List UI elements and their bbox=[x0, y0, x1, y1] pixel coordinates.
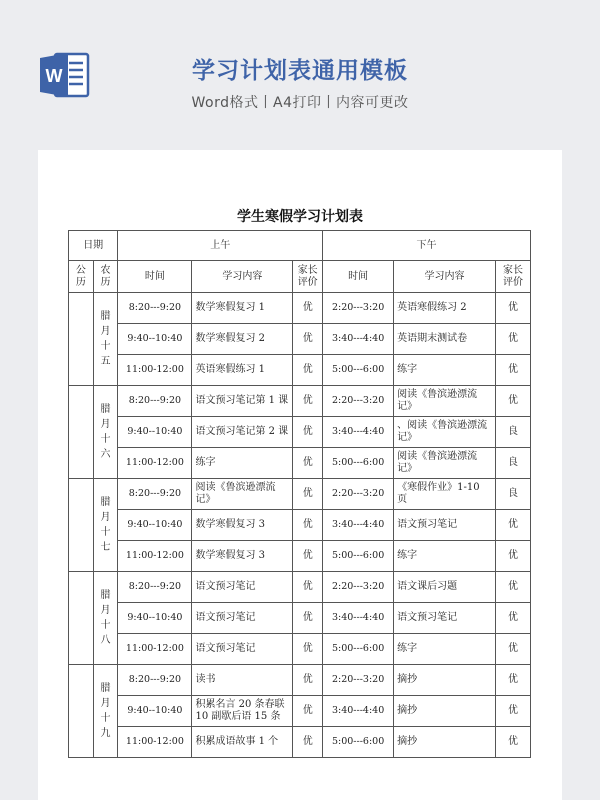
am-content-cell: 数学寒假复习 2 bbox=[192, 324, 293, 355]
table-row bbox=[69, 293, 531, 324]
pm-eval-cell: 良 bbox=[495, 417, 530, 448]
gregorian-date-cell bbox=[69, 479, 94, 572]
pm-time-cell: 5:00---6:00 bbox=[323, 634, 394, 665]
pm-eval-cell: 良 bbox=[495, 479, 530, 510]
header-gregorian: 公历 bbox=[69, 261, 94, 293]
pm-time-cell: 3:40---4:40 bbox=[323, 417, 394, 448]
pm-content-cell: 《寒假作业》1-10 页 bbox=[394, 479, 496, 510]
am-content-cell: 积累成语故事 1 个 bbox=[192, 727, 293, 758]
pm-eval-cell: 优 bbox=[495, 696, 530, 727]
am-eval-cell: 优 bbox=[293, 355, 323, 386]
am-eval-cell: 优 bbox=[293, 479, 323, 510]
am-content-cell: 语文预习笔记第 2 课 bbox=[192, 417, 293, 448]
pm-content-cell: 语文预习笔记 bbox=[394, 603, 496, 634]
table-row bbox=[69, 634, 531, 665]
table-row bbox=[69, 355, 531, 386]
am-eval-cell: 优 bbox=[293, 603, 323, 634]
am-content-cell: 语文预习笔记 bbox=[192, 603, 293, 634]
pm-eval-cell: 优 bbox=[495, 603, 530, 634]
table-row bbox=[69, 479, 531, 510]
pm-time-cell: 2:20---3:20 bbox=[323, 479, 394, 510]
pm-time-cell: 5:00---6:00 bbox=[323, 541, 394, 572]
pm-time-cell: 3:40---4:40 bbox=[323, 696, 394, 727]
pm-content-cell: 、阅读《鲁滨逊漂流记》 bbox=[394, 417, 496, 448]
header-row-1 bbox=[69, 231, 531, 261]
pm-eval-cell: 优 bbox=[495, 293, 530, 324]
pm-content-cell: 英语期末测试卷 bbox=[394, 324, 496, 355]
table-row bbox=[69, 448, 531, 479]
pm-eval-cell: 优 bbox=[495, 634, 530, 665]
am-eval-cell: 优 bbox=[293, 293, 323, 324]
am-eval-cell: 优 bbox=[293, 448, 323, 479]
header-lunar: 农历 bbox=[93, 261, 118, 293]
am-content-cell: 读书 bbox=[192, 665, 293, 696]
gregorian-date-cell bbox=[69, 572, 94, 665]
document-title: 学生寒假学习计划表 bbox=[237, 209, 363, 225]
am-time-cell: 11:00-12:00 bbox=[118, 727, 192, 758]
pm-content-cell: 练字 bbox=[394, 541, 496, 572]
am-time-cell: 9:40--10:40 bbox=[118, 417, 192, 448]
pm-content-cell: 语文课后习题 bbox=[394, 572, 496, 603]
header-am-eval: 家长评价 bbox=[293, 261, 323, 293]
am-content-cell: 数学寒假复习 1 bbox=[192, 293, 293, 324]
am-eval-cell: 优 bbox=[293, 324, 323, 355]
pm-time-cell: 2:20---3:20 bbox=[323, 572, 394, 603]
table-row bbox=[69, 324, 531, 355]
document-page bbox=[38, 150, 562, 800]
gregorian-date-cell bbox=[69, 665, 94, 758]
lunar-date-cell: 腊 月 十 九 bbox=[93, 665, 118, 758]
am-eval-cell: 优 bbox=[293, 727, 323, 758]
am-eval-cell: 优 bbox=[293, 696, 323, 727]
word-icon-letter: W bbox=[45, 66, 63, 86]
am-eval-cell: 优 bbox=[293, 572, 323, 603]
pm-eval-cell: 优 bbox=[495, 572, 530, 603]
am-content-cell: 语文预习笔记 bbox=[192, 634, 293, 665]
table-row bbox=[69, 541, 531, 572]
am-time-cell: 8:20---9:20 bbox=[118, 293, 192, 324]
pm-eval-cell: 优 bbox=[495, 541, 530, 572]
pm-time-cell: 2:20---3:20 bbox=[323, 386, 394, 417]
word-icon bbox=[38, 50, 92, 100]
pm-content-cell: 阅读《鲁滨逊漂流记》 bbox=[394, 386, 496, 417]
am-eval-cell: 优 bbox=[293, 417, 323, 448]
am-content-cell: 语文预习笔记第 1 课 bbox=[192, 386, 293, 417]
table-row bbox=[69, 665, 531, 696]
pm-content-cell: 阅读《鲁滨逊漂流记》 bbox=[394, 448, 496, 479]
pm-eval-cell: 优 bbox=[495, 355, 530, 386]
page-header bbox=[0, 0, 600, 150]
pm-content-cell: 摘抄 bbox=[394, 727, 496, 758]
am-time-cell: 8:20---9:20 bbox=[118, 479, 192, 510]
am-time-cell: 9:40--10:40 bbox=[118, 324, 192, 355]
header-am-time: 时间 bbox=[118, 261, 192, 293]
header-am-content: 学习内容 bbox=[192, 261, 293, 293]
pm-eval-cell: 优 bbox=[495, 727, 530, 758]
header-am: 上午 bbox=[118, 231, 323, 261]
header-pm-eval: 家长评价 bbox=[495, 261, 530, 293]
table-row bbox=[69, 727, 531, 758]
am-content-cell: 练字 bbox=[192, 448, 293, 479]
am-content-cell: 积累名言 20 条春联 10 副歇后语 15 条 bbox=[192, 696, 293, 727]
table-row bbox=[69, 417, 531, 448]
gregorian-date-cell bbox=[69, 293, 94, 386]
pm-time-cell: 3:40---4:40 bbox=[323, 603, 394, 634]
study-plan-table bbox=[68, 230, 531, 758]
am-eval-cell: 优 bbox=[293, 634, 323, 665]
am-time-cell: 11:00-12:00 bbox=[118, 634, 192, 665]
pm-time-cell: 3:40---4:40 bbox=[323, 510, 394, 541]
am-content-cell: 语文预习笔记 bbox=[192, 572, 293, 603]
am-time-cell: 11:00-12:00 bbox=[118, 355, 192, 386]
lunar-date-cell: 腊 月 十 五 bbox=[93, 293, 118, 386]
header-date: 日期 bbox=[69, 231, 118, 261]
am-eval-cell: 优 bbox=[293, 665, 323, 696]
pm-eval-cell: 优 bbox=[495, 324, 530, 355]
page-title: 学习计划表通用模板 bbox=[192, 58, 408, 84]
am-time-cell: 8:20---9:20 bbox=[118, 572, 192, 603]
pm-eval-cell: 优 bbox=[495, 665, 530, 696]
pm-eval-cell: 良 bbox=[495, 448, 530, 479]
lunar-date-cell: 腊 月 十 六 bbox=[93, 386, 118, 479]
header-row-2 bbox=[69, 261, 531, 293]
lunar-date-cell: 腊 月 十 八 bbox=[93, 572, 118, 665]
pm-eval-cell: 优 bbox=[495, 510, 530, 541]
am-time-cell: 9:40--10:40 bbox=[118, 510, 192, 541]
pm-time-cell: 2:20---3:20 bbox=[323, 665, 394, 696]
table-row bbox=[69, 386, 531, 417]
pm-time-cell: 5:00---6:00 bbox=[323, 448, 394, 479]
am-time-cell: 9:40--10:40 bbox=[118, 603, 192, 634]
header-pm-content: 学习内容 bbox=[394, 261, 496, 293]
pm-content-cell: 语文预习笔记 bbox=[394, 510, 496, 541]
am-time-cell: 8:20---9:20 bbox=[118, 386, 192, 417]
page-subtitle: Word格式丨A4打印丨内容可更改 bbox=[191, 95, 409, 111]
am-content-cell: 数学寒假复习 3 bbox=[192, 510, 293, 541]
am-time-cell: 11:00-12:00 bbox=[118, 541, 192, 572]
am-time-cell: 11:00-12:00 bbox=[118, 448, 192, 479]
pm-time-cell: 5:00---6:00 bbox=[323, 355, 394, 386]
pm-content-cell: 摘抄 bbox=[394, 665, 496, 696]
am-content-cell: 数学寒假复习 3 bbox=[192, 541, 293, 572]
table-row bbox=[69, 510, 531, 541]
am-time-cell: 8:20---9:20 bbox=[118, 665, 192, 696]
header-pm-time: 时间 bbox=[323, 261, 394, 293]
table-row bbox=[69, 696, 531, 727]
header-pm: 下午 bbox=[323, 231, 531, 261]
pm-time-cell: 5:00---6:00 bbox=[323, 727, 394, 758]
am-time-cell: 9:40--10:40 bbox=[118, 696, 192, 727]
lunar-date-cell: 腊 月 十 七 bbox=[93, 479, 118, 572]
pm-eval-cell: 优 bbox=[495, 386, 530, 417]
pm-time-cell: 2:20---3:20 bbox=[323, 293, 394, 324]
am-eval-cell: 优 bbox=[293, 386, 323, 417]
am-eval-cell: 优 bbox=[293, 510, 323, 541]
am-content-cell: 英语寒假练习 1 bbox=[192, 355, 293, 386]
table-row bbox=[69, 572, 531, 603]
gregorian-date-cell bbox=[69, 386, 94, 479]
am-eval-cell: 优 bbox=[293, 541, 323, 572]
pm-content-cell: 英语寒假练习 2 bbox=[394, 293, 496, 324]
pm-content-cell: 摘抄 bbox=[394, 696, 496, 727]
pm-time-cell: 3:40---4:40 bbox=[323, 324, 394, 355]
am-content-cell: 阅读《鲁滨逊漂流记》 bbox=[192, 479, 293, 510]
table-row bbox=[69, 603, 531, 634]
pm-content-cell: 练字 bbox=[394, 634, 496, 665]
pm-content-cell: 练字 bbox=[394, 355, 496, 386]
